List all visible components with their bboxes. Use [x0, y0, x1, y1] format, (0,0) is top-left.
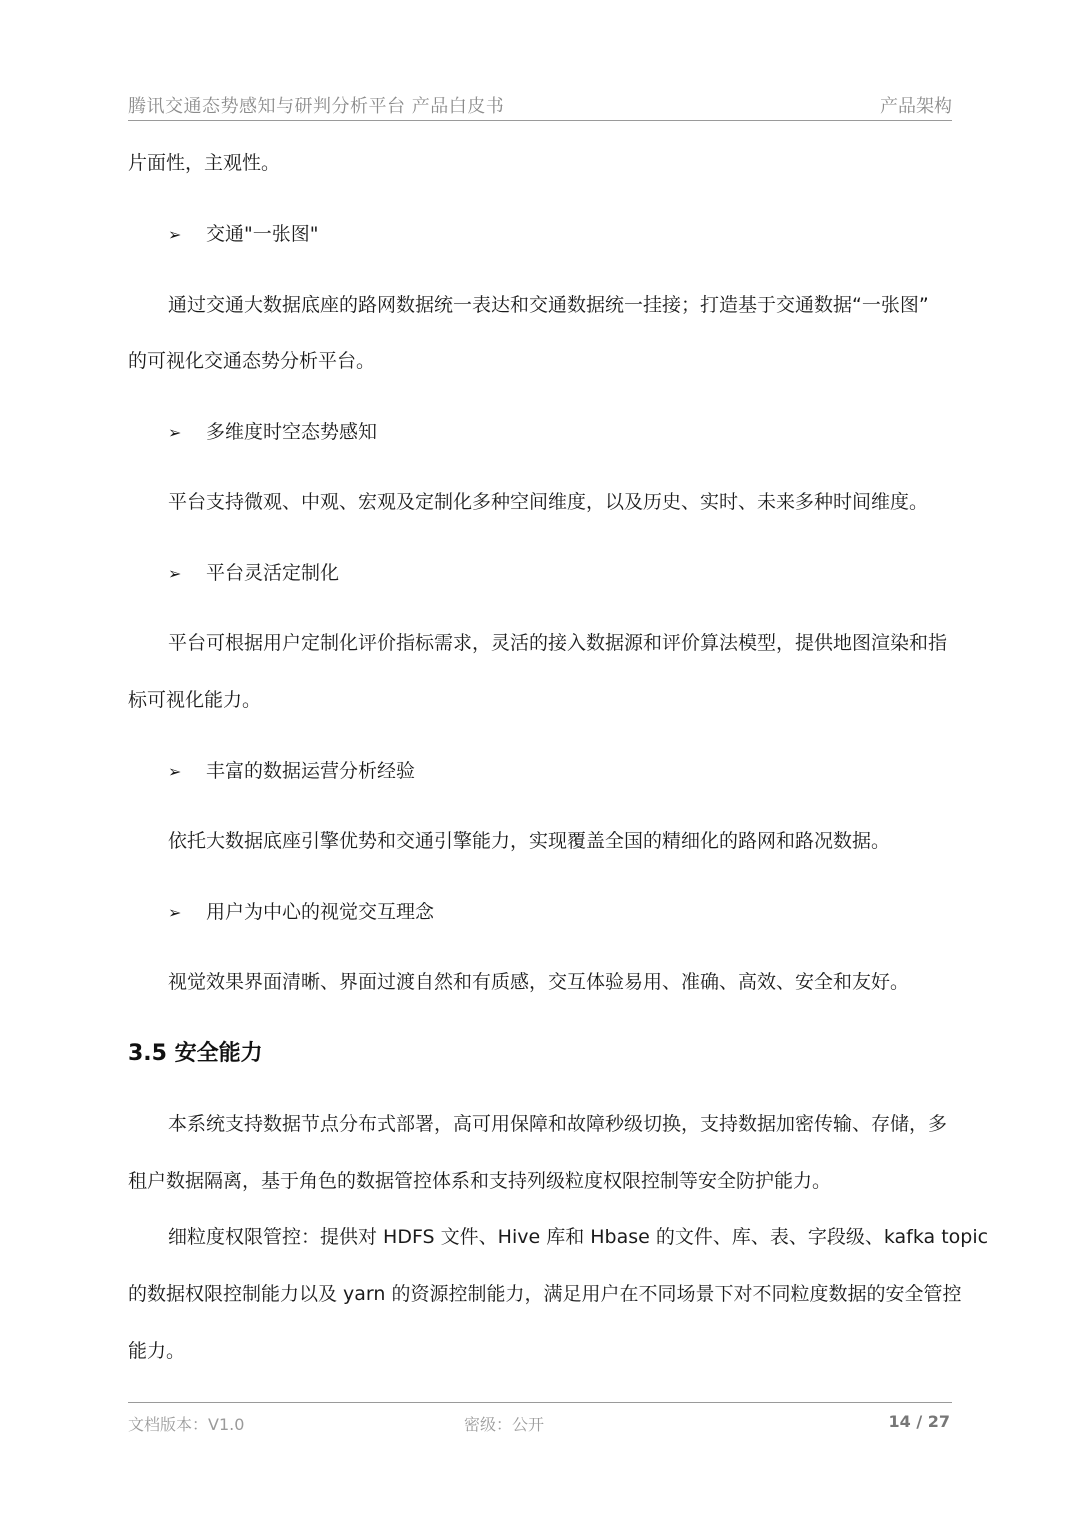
paragraph-line: 的可视化交通态势分析平台。 [128, 350, 376, 372]
page-number: 14 / 27 [888, 1412, 950, 1431]
intro-line: 片面性，主观性。 [128, 152, 281, 174]
document-title: 腾讯交通态势感知与研判分析平台 产品白皮书 [128, 96, 505, 117]
paragraph-line: 本系统支持数据节点分布式部署，高可用保障和故障秒级切换，支持数据加密传输、存储，多 [168, 1113, 948, 1135]
arrow-bullet-icon: ➢ [168, 564, 182, 583]
paragraph-line: 视觉效果界面清晰、界面过渡自然和有质感，交互体验易用、准确、高效、安全和友好。 [168, 971, 910, 993]
bullet-title: 交通"一张图" [206, 223, 319, 245]
document-version: 文档版本：V1.0 [128, 1415, 245, 1434]
page-footer [128, 1402, 952, 1433]
paragraph-line: 通过交通大数据底座的路网数据统一表达和交通数据统一挂接；打造基于交通数据“一张图” [168, 294, 929, 316]
bullet-item [168, 897, 434, 924]
bullet-title: 用户为中心的视觉交互理念 [206, 901, 435, 923]
bullet-title: 多维度时空态势感知 [206, 421, 378, 443]
bullet-title: 平台灵活定制化 [206, 562, 340, 584]
page-header [128, 92, 952, 121]
paragraph-line: 能力。 [128, 1340, 186, 1362]
security-level: 密级：公开 [464, 1415, 545, 1434]
arrow-bullet-icon: ➢ [168, 762, 182, 781]
paragraph-line: 平台可根据用户定制化评价指标需求，灵活的接入数据源和评价算法模型，提供地图渲染和指 [168, 632, 948, 654]
bullet-item [168, 756, 415, 783]
paragraph-line: 依托大数据底座引擎优势和交通引擎能力，实现覆盖全国的精细化的路网和路况数据。 [168, 830, 891, 852]
bullet-item [168, 558, 339, 585]
arrow-bullet-icon: ➢ [168, 225, 182, 244]
arrow-bullet-icon: ➢ [168, 423, 182, 442]
paragraph-line: 标可视化能力。 [128, 689, 262, 711]
paragraph-line: 租户数据隔离，基于角色的数据管控体系和支持列级粒度权限控制等安全防护能力。 [128, 1170, 832, 1192]
section-heading: 3.5 安全能力 [128, 1041, 263, 1066]
paragraph-line: 细粒度权限管控：提供对 HDFS 文件、Hive 库和 Hbase 的文件、库、表、字段级、kafka topic [168, 1226, 989, 1248]
bullet-item [168, 219, 318, 246]
bullet-item [168, 417, 377, 444]
chapter-name: 产品架构 [880, 96, 952, 117]
paragraph-line: 的数据权限控制能力以及 yarn 的资源控制能力，满足用户在不同场景下对不同粒度数据的安全管控 [128, 1283, 962, 1305]
arrow-bullet-icon: ➢ [168, 903, 182, 922]
bullet-title: 丰富的数据运营分析经验 [206, 760, 416, 782]
paragraph-line: 平台支持微观、中观、宏观及定制化多种空间维度，以及历史、实时、未来多种时间维度。 [168, 491, 929, 513]
